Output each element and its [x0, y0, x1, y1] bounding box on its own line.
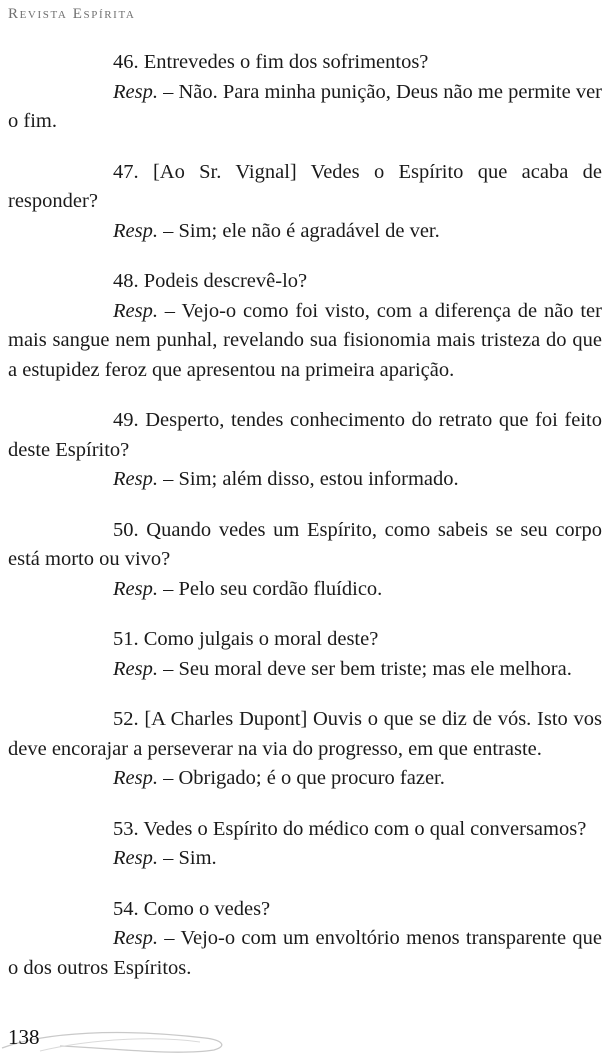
resp-label: Resp. — [113, 927, 158, 949]
answer — [8, 297, 602, 386]
resp-label: Resp. — [113, 657, 158, 680]
question: 52. [A Charles Dupont] Ouvis o que se diz de vós. Isto vos deve encorajar a perseverar na via do progresso, em que entraste. — [8, 708, 602, 760]
question: 50. Quando vedes um Espírito, como sabeis se seu corpo está morto ou vivo? — [8, 518, 602, 570]
qa-entry-54 — [8, 895, 602, 984]
answer-text: – Sim; ele não é agradável de ver. — [157, 219, 440, 242]
answer-text: – Seu moral deve ser bem triste; mas ele melhora. — [157, 657, 572, 680]
resp-label: Resp. — [113, 767, 158, 789]
qa-entry-53 — [8, 815, 602, 874]
resp-label: Resp. — [113, 299, 158, 322]
answer — [8, 217, 602, 247]
resp-label: Resp. — [113, 577, 158, 600]
qa-entry-51 — [8, 625, 602, 684]
question: 48. Podeis descrevê-lo? — [113, 270, 308, 292]
answer-text: – Sim. — [157, 847, 217, 869]
answer-text: – Obrigado; é o que procuro fazer. — [157, 767, 445, 789]
answer — [8, 844, 602, 874]
qa-entry-48 — [8, 267, 602, 385]
answer-text: – Vejo-o com um envoltório menos transparente que o dos outros Espíritos. — [8, 927, 602, 979]
answer — [8, 655, 602, 685]
answer-text: – Vejo-o como foi visto, com a diferença de não ter mais sangue nem punhal, revelando sua fisionomia mais tristeza do que a estupidez feroz que apresentou na primeira aparição. — [8, 299, 602, 381]
running-head: Revista Espírita — [8, 6, 136, 22]
qa-entry-47 — [8, 158, 602, 247]
answer — [8, 924, 602, 983]
qa-entry-52 — [8, 705, 602, 794]
page-body — [8, 48, 602, 1004]
qa-entry-49 — [8, 406, 602, 495]
answer-text: – Não. Para minha punição, Deus não me permite ver o fim. — [8, 80, 603, 132]
question: 51. Como julgais o moral deste? — [113, 628, 379, 650]
qa-entry-50 — [8, 516, 602, 605]
resp-label: Resp. — [113, 468, 158, 490]
question: 54. Como o vedes? — [113, 897, 271, 920]
answer — [8, 78, 602, 137]
question: 46. Entrevedes o fim dos sofrimentos? — [113, 51, 429, 73]
page-number: 138 — [8, 1025, 40, 1049]
answer — [8, 764, 602, 794]
question: 47. [Ao Sr. Vignal] Vedes o Espírito que acaba de responder? — [8, 160, 602, 212]
resp-label: Resp. — [113, 219, 158, 242]
answer-text: – Pelo seu cordão fluídico. — [157, 577, 383, 600]
answer-text: – Sim; além disso, estou informado. — [157, 468, 459, 490]
resp-label: Resp. — [113, 847, 158, 869]
resp-label: Resp. — [113, 80, 158, 103]
answer — [8, 465, 602, 495]
qa-entry-46 — [8, 48, 602, 137]
question: 53. Vedes o Espírito do médico com o qual conversamos? — [113, 817, 587, 840]
answer — [8, 575, 602, 605]
question: 49. Desperto, tendes conhecimento do retrato que foi feito deste Espírito? — [8, 409, 602, 461]
